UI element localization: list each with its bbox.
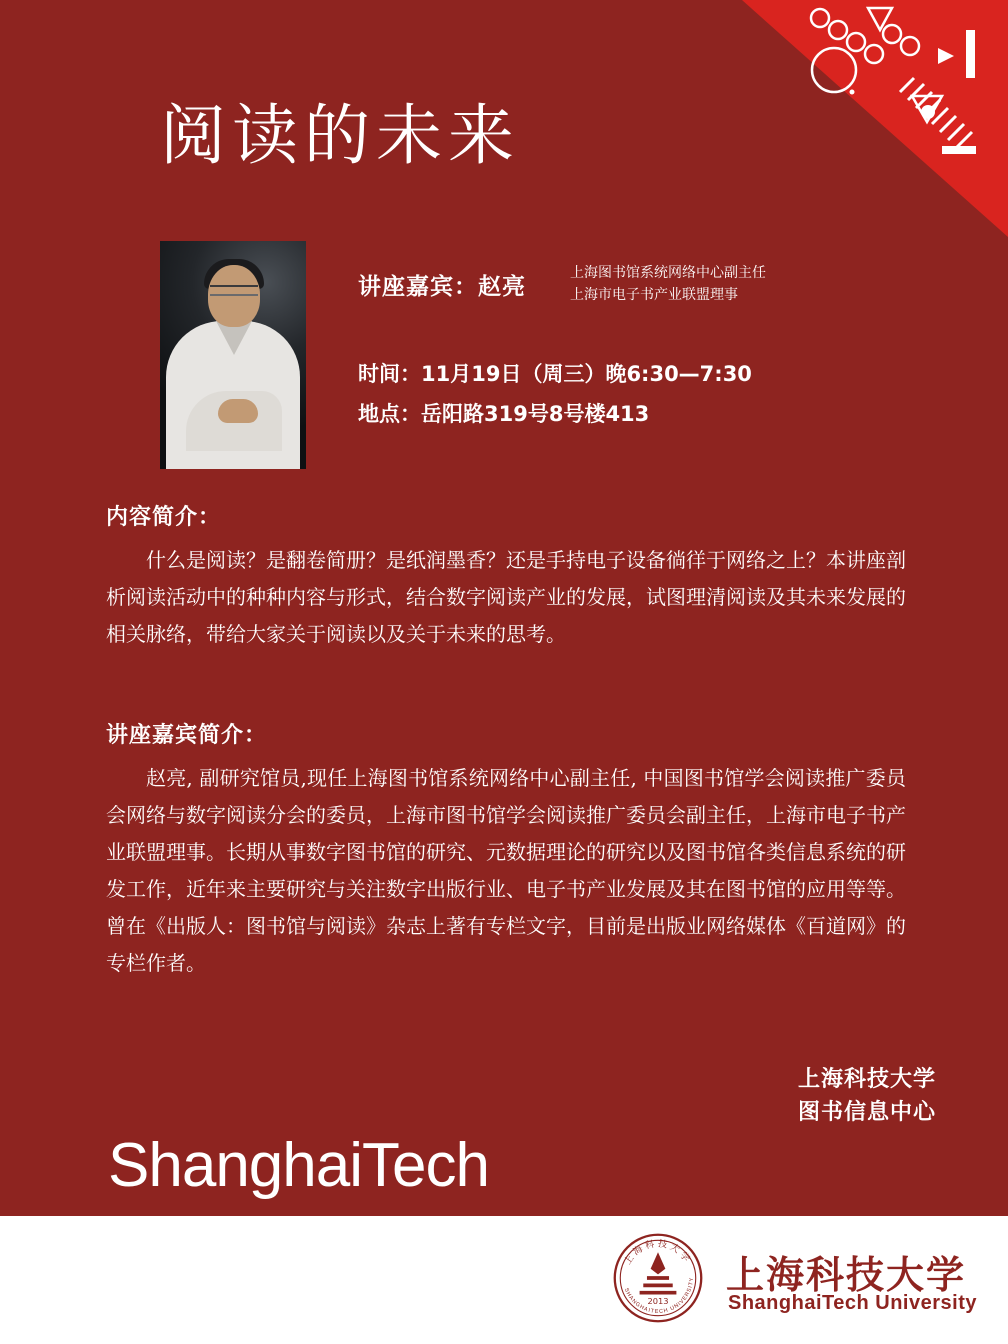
speaker-role-2: 上海市电子书产业联盟理事 [570, 287, 738, 303]
event-time: 时间：11月19日（周三）晚6:30—7:30 [358, 362, 752, 386]
footer-university-name-cn: 上海科技大学 [726, 1253, 967, 1297]
footer-university-name-en: ShanghaiTech University [728, 1292, 977, 1314]
portrait-head [208, 265, 260, 327]
svg-text:上海科技大学: 上海科技大学 [622, 1238, 694, 1267]
intro-heading: 内容简介： [106, 505, 222, 530]
bio-body: 赵亮, 副研究馆员,现任上海图书馆系统网络中心副主任, 中国图书馆学会阅读推广委员会网络与数字阅读分会的委员，上海市图书馆学会阅读推广委员会副主任，上海市电子书产业联盟理事。长期从事数字图书馆的研究、元数据理论的研究以及图书馆各类信息系统的研发工作，近年来主要研究与关注数字出版行业、电子书产业发展及其在图书馆的应用等等。曾在《出版人：图书馆与阅读》杂志上著有专栏文字，目前是出版业网络媒体《百道网》的专栏作者。 [106, 766, 906, 975]
speaker-roles [570, 262, 766, 306]
svg-text:2013: 2013 [647, 1295, 669, 1306]
organizer-line-2: 图书信息中心 [797, 1100, 936, 1125]
organizer-block [798, 1063, 936, 1129]
corner-decoration [742, 0, 1008, 237]
corner-ornament-icons [742, 0, 1008, 237]
organizer-line-1: 上海科技大学 [797, 1067, 936, 1092]
bio-heading: 讲座嘉宾简介： [106, 723, 268, 748]
wordmark-line-1: ShanghaiTech [108, 1131, 489, 1200]
svg-text:SHANGHAITECH UNIVERSITY: SHANGHAITECH UNIVERSITY [622, 1276, 696, 1316]
event-place: 地点：岳阳路319号8号楼413 [358, 402, 650, 426]
glasses-icon [210, 285, 258, 296]
speaker-name: 讲座嘉宾：赵亮 [358, 274, 526, 300]
speaker-role-1: 上海图书馆系统网络中心副主任 [570, 265, 766, 281]
speaker-portrait [160, 241, 306, 469]
portrait-hand [218, 399, 258, 423]
page-title: 阅读的未来 [160, 97, 520, 174]
shanghaitech-seal-logo-icon [612, 1232, 704, 1324]
intro-body: 什么是阅读？是翻卷简册？是纸润墨香？还是手持电子设备徜徉于网络之上？本讲座剖析阅读活动中的种种内容与形式，结合数字阅读产业的发展，试图理清阅读及其未来发展的相关脉络，带给大家关于阅读以及关于未来的思考。 [106, 548, 906, 646]
